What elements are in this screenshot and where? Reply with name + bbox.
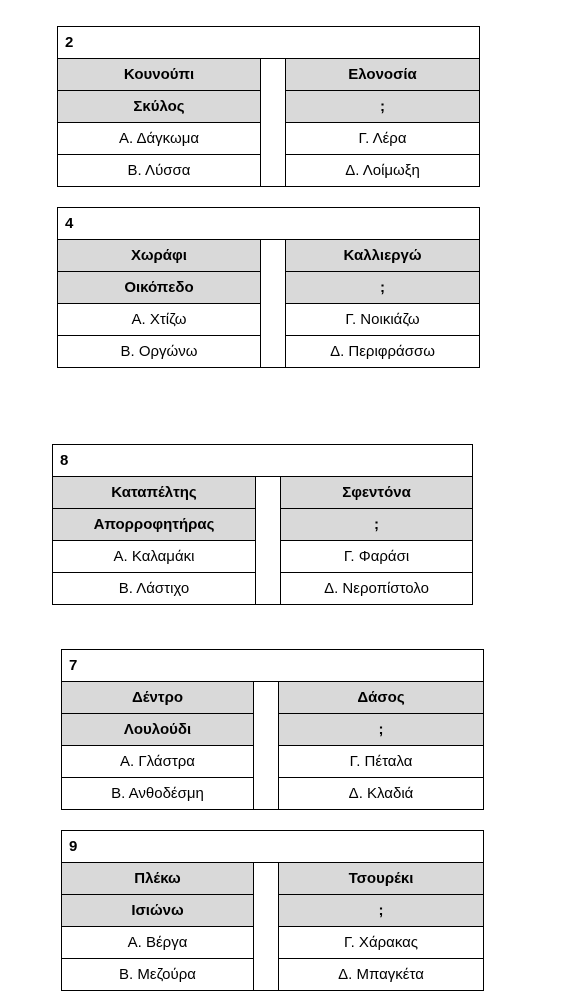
pair-right-cell: Ελονοσία — [286, 59, 480, 91]
option-d: Δ. Περιφράσσω — [286, 336, 480, 368]
option-c: Γ. Νοικιάζω — [286, 304, 480, 336]
option-a: Α. Γλάστρα — [62, 746, 254, 778]
pair-right-cell: Τσουρέκι — [279, 863, 484, 895]
puzzle-number: 4 — [58, 208, 480, 240]
option-a: Α. Δάγκωμα — [58, 123, 261, 155]
separator-column — [261, 59, 286, 187]
puzzle-number: 7 — [62, 650, 484, 682]
option-c: Γ. Φαράσι — [281, 541, 473, 573]
option-c: Γ. Πέταλα — [279, 746, 484, 778]
puzzle-table — [61, 830, 484, 991]
puzzle-table — [57, 26, 480, 187]
separator-column — [261, 240, 286, 368]
pair-right-cell: Δάσος — [279, 682, 484, 714]
query-left-cell: Σκύλος — [58, 91, 261, 123]
option-d: Δ. Λοίμωξη — [286, 155, 480, 187]
pair-left-cell: Καταπέλτης — [53, 477, 256, 509]
separator-column — [256, 477, 281, 605]
separator-column — [254, 863, 279, 991]
puzzle-number: 9 — [62, 831, 484, 863]
puzzle-table — [61, 649, 484, 810]
option-b: Β. Μεζούρα — [62, 959, 254, 991]
option-d: Δ. Κλαδιά — [279, 778, 484, 810]
query-right-cell: ; — [279, 714, 484, 746]
option-a: Α. Χτίζω — [58, 304, 261, 336]
option-b: Β. Οργώνω — [58, 336, 261, 368]
query-right-cell: ; — [286, 272, 480, 304]
option-b: Β. Ανθοδέσμη — [62, 778, 254, 810]
option-d: Δ. Μπαγκέτα — [279, 959, 484, 991]
option-a: Α. Βέργα — [62, 927, 254, 959]
option-c: Γ. Λέρα — [286, 123, 480, 155]
pair-left-cell: Χωράφι — [58, 240, 261, 272]
option-d: Δ. Νεροπίστολο — [281, 573, 473, 605]
query-left-cell: Οικόπεδο — [58, 272, 261, 304]
puzzle-table — [52, 444, 473, 605]
query-right-cell: ; — [286, 91, 480, 123]
option-b: Β. Λύσσα — [58, 155, 261, 187]
puzzle-table — [57, 207, 480, 368]
pair-right-cell: Σφεντόνα — [281, 477, 473, 509]
option-c: Γ. Χάρακας — [279, 927, 484, 959]
separator-column — [254, 682, 279, 810]
puzzle-number: 8 — [53, 445, 473, 477]
option-b: Β. Λάστιχο — [53, 573, 256, 605]
query-left-cell: Λουλούδι — [62, 714, 254, 746]
query-left-cell: Απορροφητήρας — [53, 509, 256, 541]
pair-left-cell: Κουνούπι — [58, 59, 261, 91]
pair-left-cell: Πλέκω — [62, 863, 254, 895]
pair-right-cell: Καλλιεργώ — [286, 240, 480, 272]
option-a: Α. Καλαμάκι — [53, 541, 256, 573]
query-right-cell: ; — [279, 895, 484, 927]
query-right-cell: ; — [281, 509, 473, 541]
query-left-cell: Ισιώνω — [62, 895, 254, 927]
puzzle-number: 2 — [58, 27, 480, 59]
pair-left-cell: Δέντρο — [62, 682, 254, 714]
